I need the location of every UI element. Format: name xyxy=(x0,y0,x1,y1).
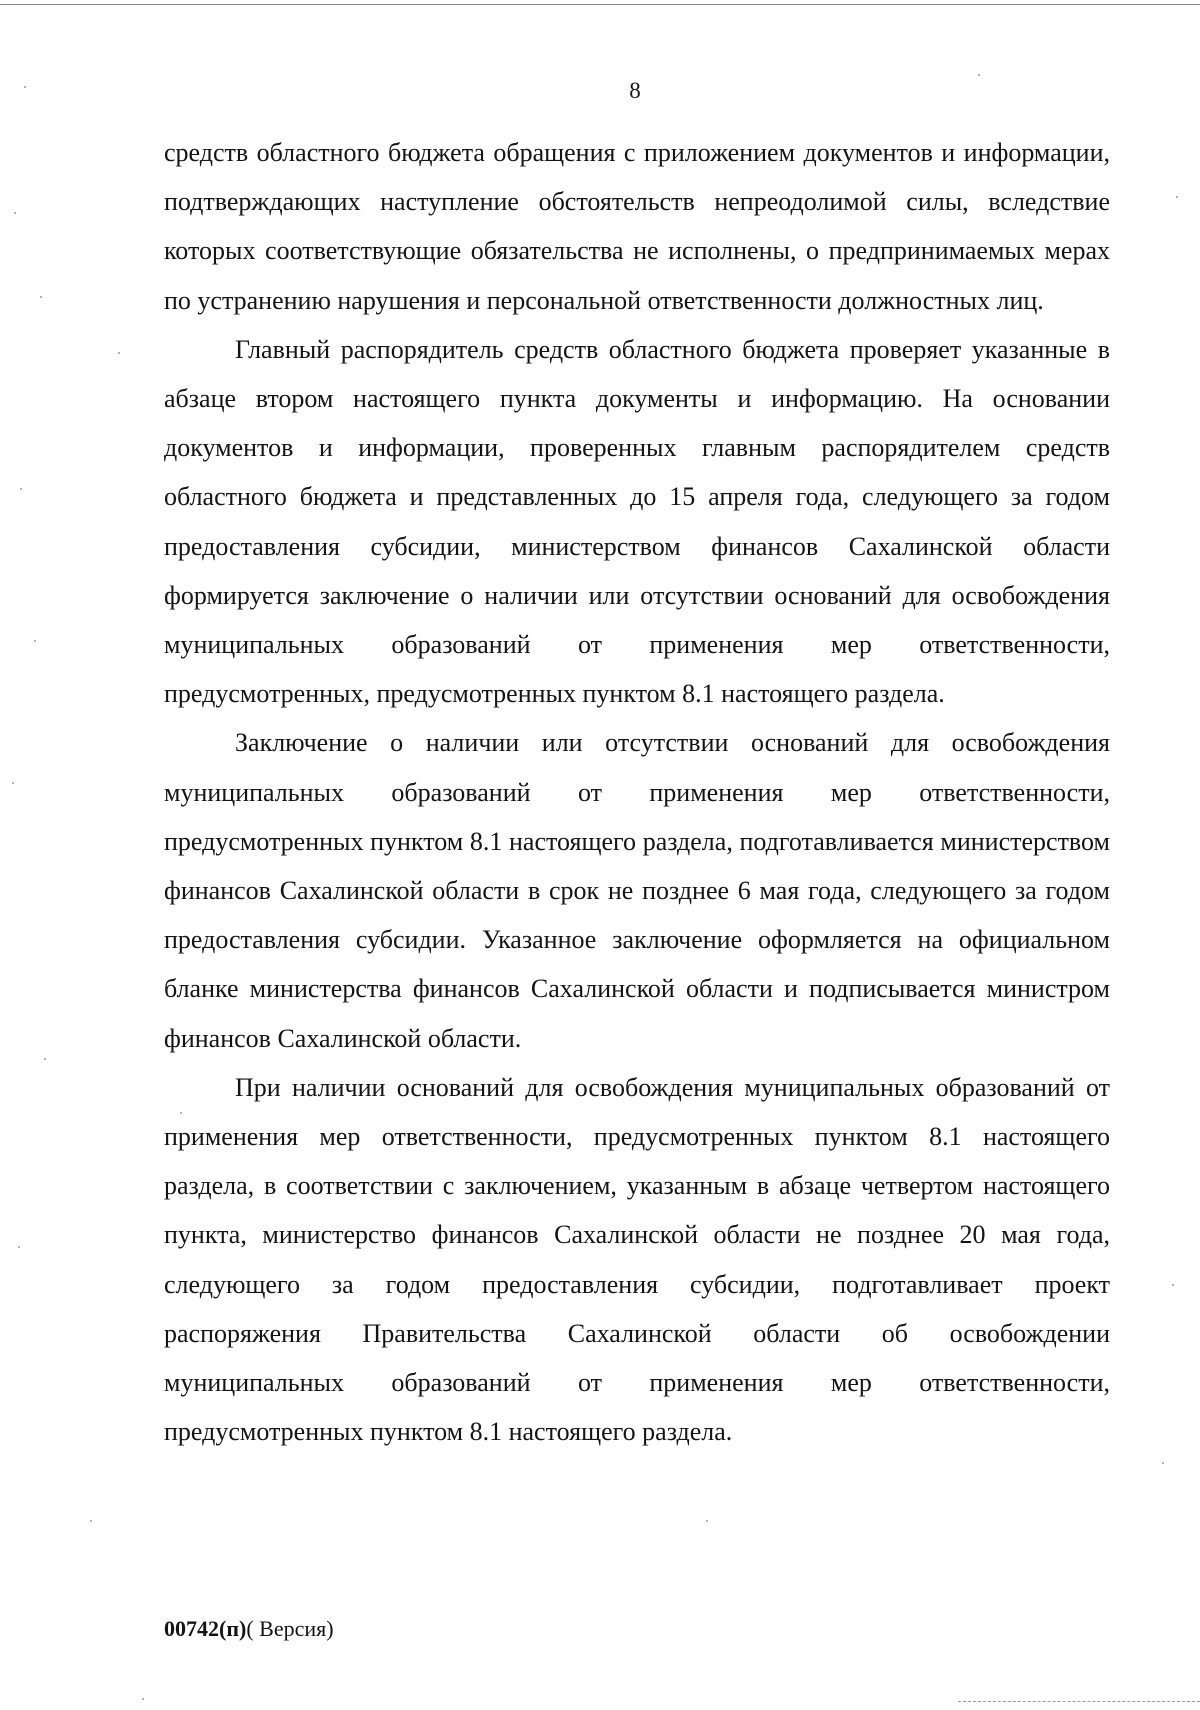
paragraph-4: При наличии оснований для освобождения муниципальных образований от применения мер ответственности, предусмотренных пунктом 8.1 настоящего раздела, в соответствии с заключением, указанным в абзаце четвертом настоящего пункта, министерство финансов Сахалинской области не позднее 20 мая года, следующего за годом предоставления субсидии, подготавливает проект распоряжения Правительства Сахалинской области об освобождении муниципальных образований от применения мер ответственности, предусмотренных пунктом 8.1 настоящего раздела. xyxy=(164,1072,1110,1447)
scan-speck xyxy=(142,1698,144,1700)
page-number: 8 xyxy=(629,78,641,103)
paragraph-1: средств областного бюджета обращения с приложением документов и информации, подтверждающих наступление обстоятельств непреодолимой силы, вследствие которых соответствующие обязательства не исполнены, о предпринимаемых мерах по устранению нарушения и персональной ответственности должностных лиц. xyxy=(164,138,1110,315)
scan-speck xyxy=(706,1520,708,1522)
scan-speck xyxy=(40,296,42,298)
scan-speck xyxy=(1172,1284,1174,1286)
document-body xyxy=(164,128,1110,1456)
scan-speck xyxy=(44,1058,46,1060)
document-footer xyxy=(164,1616,334,1642)
scan-speck xyxy=(34,640,36,642)
paragraph-2: Главный распорядитель средств областного бюджета проверяет указанные в абзаце втором настоящего пункта документы и информацию. На основании документов и информации, проверенных главным распорядителем средств областного бюджета и представленных до 15 апреля года, следующего за годом предоставления субсидии, министерством финансов Сахалинской области формируется заключение о наличии или отсутствии оснований для освобождения муниципальных образований от применения мер ответственности, предусмотренных, предусмотренных пунктом 8.1 настоящего раздела. xyxy=(164,334,1110,709)
document-version: ( Версия) xyxy=(246,1616,334,1641)
paragraph-3: Заключение о наличии или отсутствии оснований для освобождения муниципальных образований от применения мер ответственности, предусмотренных пунктом 8.1 настоящего раздела, подготавливается министерством финансов Сахалинской области в срок не позднее 6 мая года, следующего за годом предоставления субсидии. Указанное заключение оформляется на официальном бланке министерства финансов Сахалинской области и подписывается министром финансов Сахалинской области. xyxy=(164,728,1110,1053)
scan-speck xyxy=(1162,1462,1164,1464)
scan-edge-top xyxy=(0,4,1200,5)
document-code: 00742(п) xyxy=(164,1616,247,1641)
scan-speck xyxy=(90,1520,92,1522)
scan-edge-bottom xyxy=(958,1701,1200,1702)
scan-speck xyxy=(1176,196,1178,198)
scan-speck xyxy=(18,1246,20,1248)
scan-speck xyxy=(12,782,14,784)
scan-speck xyxy=(14,212,16,214)
scan-speck xyxy=(118,352,120,354)
scan-speck xyxy=(20,488,22,490)
scan-speck xyxy=(978,74,980,76)
